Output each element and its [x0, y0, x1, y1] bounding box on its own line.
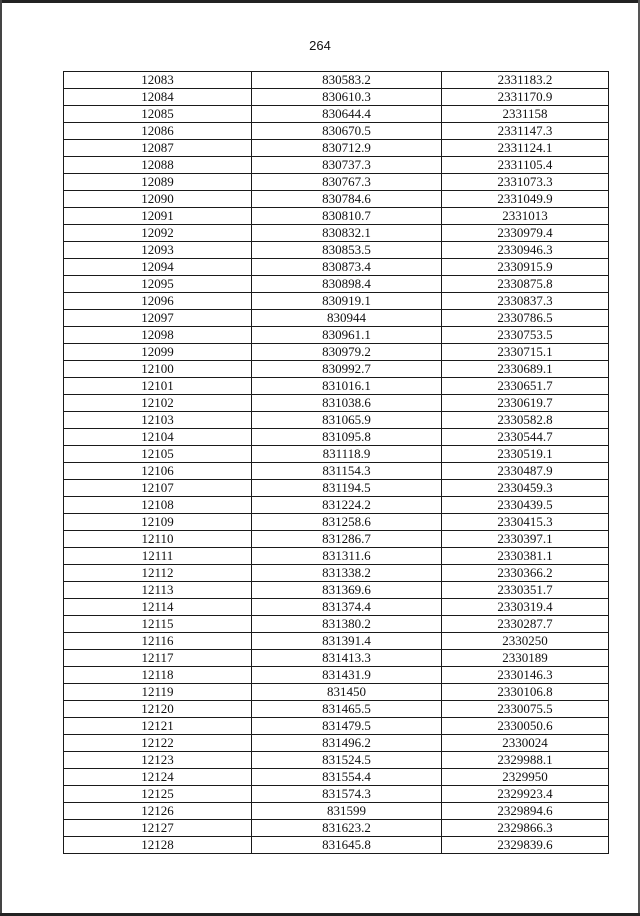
x-coordinate-cell: 831118.9 [252, 446, 442, 463]
x-coordinate-cell: 830610.3 [252, 89, 442, 106]
point-id-cell: 12085 [64, 106, 252, 123]
y-coordinate-cell: 2330415.3 [442, 514, 609, 531]
point-id-cell: 12093 [64, 242, 252, 259]
x-coordinate-cell: 830784.6 [252, 191, 442, 208]
point-id-cell: 12104 [64, 429, 252, 446]
point-id-cell: 12108 [64, 497, 252, 514]
point-id-cell: 12128 [64, 837, 252, 854]
y-coordinate-cell: 2331124.1 [442, 140, 609, 157]
x-coordinate-cell: 830712.9 [252, 140, 442, 157]
y-coordinate-cell: 2331158 [442, 106, 609, 123]
table-row [64, 837, 609, 854]
y-coordinate-cell: 2330875.8 [442, 276, 609, 293]
x-coordinate-cell: 831369.6 [252, 582, 442, 599]
table-row [64, 225, 609, 242]
x-coordinate-cell: 831065.9 [252, 412, 442, 429]
x-coordinate-cell: 831374.4 [252, 599, 442, 616]
x-coordinate-cell: 831224.2 [252, 497, 442, 514]
point-id-cell: 12112 [64, 565, 252, 582]
x-coordinate-cell: 830898.4 [252, 276, 442, 293]
point-id-cell: 12122 [64, 735, 252, 752]
x-coordinate-cell: 831450 [252, 684, 442, 701]
point-id-cell: 12097 [64, 310, 252, 327]
point-id-cell: 12116 [64, 633, 252, 650]
table-row [64, 769, 609, 786]
x-coordinate-cell: 830737.3 [252, 157, 442, 174]
table-row [64, 242, 609, 259]
point-id-cell: 12121 [64, 718, 252, 735]
coordinates-table [63, 71, 609, 854]
x-coordinate-cell: 831413.3 [252, 650, 442, 667]
point-id-cell: 12111 [64, 548, 252, 565]
y-coordinate-cell: 2330050.6 [442, 718, 609, 735]
point-id-cell: 12103 [64, 412, 252, 429]
y-coordinate-cell: 2330106.8 [442, 684, 609, 701]
table-row [64, 293, 609, 310]
y-coordinate-cell: 2331013 [442, 208, 609, 225]
x-coordinate-cell: 831038.6 [252, 395, 442, 412]
point-id-cell: 12120 [64, 701, 252, 718]
y-coordinate-cell: 2330753.5 [442, 327, 609, 344]
point-id-cell: 12102 [64, 395, 252, 412]
y-coordinate-cell: 2331147.3 [442, 123, 609, 140]
y-coordinate-cell: 2330582.8 [442, 412, 609, 429]
y-coordinate-cell: 2329866.3 [442, 820, 609, 837]
table-row [64, 446, 609, 463]
y-coordinate-cell: 2329988.1 [442, 752, 609, 769]
x-coordinate-cell: 830919.1 [252, 293, 442, 310]
y-coordinate-cell: 2330915.9 [442, 259, 609, 276]
x-coordinate-cell: 830961.1 [252, 327, 442, 344]
table-row [64, 174, 609, 191]
table-row [64, 463, 609, 480]
table-row [64, 684, 609, 701]
x-coordinate-cell: 831194.5 [252, 480, 442, 497]
point-id-cell: 12126 [64, 803, 252, 820]
x-coordinate-cell: 830644.4 [252, 106, 442, 123]
point-id-cell: 12113 [64, 582, 252, 599]
y-coordinate-cell: 2331170.9 [442, 89, 609, 106]
table-row [64, 191, 609, 208]
table-row [64, 650, 609, 667]
point-id-cell: 12100 [64, 361, 252, 378]
y-coordinate-cell: 2330619.7 [442, 395, 609, 412]
table-row [64, 429, 609, 446]
table-row [64, 208, 609, 225]
table-row [64, 378, 609, 395]
y-coordinate-cell: 2330381.1 [442, 548, 609, 565]
table-row [64, 531, 609, 548]
y-coordinate-cell: 2330544.7 [442, 429, 609, 446]
point-id-cell: 12087 [64, 140, 252, 157]
table-row [64, 310, 609, 327]
table-row [64, 752, 609, 769]
table-row [64, 565, 609, 582]
y-coordinate-cell: 2329894.6 [442, 803, 609, 820]
point-id-cell: 12091 [64, 208, 252, 225]
y-coordinate-cell: 2330651.7 [442, 378, 609, 395]
x-coordinate-cell: 830873.4 [252, 259, 442, 276]
page-border-top [0, 0, 640, 3]
x-coordinate-cell: 831496.2 [252, 735, 442, 752]
table-row [64, 786, 609, 803]
y-coordinate-cell: 2330946.3 [442, 242, 609, 259]
y-coordinate-cell: 2329923.4 [442, 786, 609, 803]
table-row [64, 718, 609, 735]
table-row [64, 106, 609, 123]
x-coordinate-cell: 831391.4 [252, 633, 442, 650]
table-row [64, 497, 609, 514]
x-coordinate-cell: 831338.2 [252, 565, 442, 582]
point-id-cell: 12098 [64, 327, 252, 344]
table-row [64, 599, 609, 616]
table-row [64, 480, 609, 497]
point-id-cell: 12092 [64, 225, 252, 242]
table-row [64, 633, 609, 650]
y-coordinate-cell: 2330979.4 [442, 225, 609, 242]
x-coordinate-cell: 831258.6 [252, 514, 442, 531]
table-row [64, 89, 609, 106]
table-row [64, 140, 609, 157]
y-coordinate-cell: 2330459.3 [442, 480, 609, 497]
table-row [64, 327, 609, 344]
point-id-cell: 12090 [64, 191, 252, 208]
point-id-cell: 12109 [64, 514, 252, 531]
x-coordinate-cell: 830992.7 [252, 361, 442, 378]
y-coordinate-cell: 2330689.1 [442, 361, 609, 378]
page-number: 264 [309, 38, 331, 53]
x-coordinate-cell: 830944 [252, 310, 442, 327]
y-coordinate-cell: 2330837.3 [442, 293, 609, 310]
y-coordinate-cell: 2330146.3 [442, 667, 609, 684]
x-coordinate-cell: 831154.3 [252, 463, 442, 480]
x-coordinate-cell: 831554.4 [252, 769, 442, 786]
table-row [64, 259, 609, 276]
x-coordinate-cell: 831645.8 [252, 837, 442, 854]
page-border-left [0, 0, 2, 916]
y-coordinate-cell: 2330075.5 [442, 701, 609, 718]
point-id-cell: 12107 [64, 480, 252, 497]
point-id-cell: 12118 [64, 667, 252, 684]
x-coordinate-cell: 830979.2 [252, 344, 442, 361]
point-id-cell: 12105 [64, 446, 252, 463]
x-coordinate-cell: 830853.5 [252, 242, 442, 259]
point-id-cell: 12083 [64, 72, 252, 89]
y-coordinate-cell: 2329839.6 [442, 837, 609, 854]
table-row [64, 820, 609, 837]
y-coordinate-cell: 2331073.3 [442, 174, 609, 191]
point-id-cell: 12096 [64, 293, 252, 310]
y-coordinate-cell: 2331183.2 [442, 72, 609, 89]
y-coordinate-cell: 2330397.1 [442, 531, 609, 548]
y-coordinate-cell: 2331049.9 [442, 191, 609, 208]
table-row [64, 276, 609, 293]
x-coordinate-cell: 831524.5 [252, 752, 442, 769]
x-coordinate-cell: 831286.7 [252, 531, 442, 548]
table-row [64, 701, 609, 718]
y-coordinate-cell: 2330319.4 [442, 599, 609, 616]
x-coordinate-cell: 831431.9 [252, 667, 442, 684]
point-id-cell: 12110 [64, 531, 252, 548]
x-coordinate-cell: 831465.5 [252, 701, 442, 718]
table-row [64, 361, 609, 378]
x-coordinate-cell: 831095.8 [252, 429, 442, 446]
point-id-cell: 12101 [64, 378, 252, 395]
y-coordinate-cell: 2330519.1 [442, 446, 609, 463]
point-id-cell: 12119 [64, 684, 252, 701]
table-row [64, 548, 609, 565]
x-coordinate-cell: 830583.2 [252, 72, 442, 89]
y-coordinate-cell: 2330250 [442, 633, 609, 650]
point-id-cell: 12095 [64, 276, 252, 293]
point-id-cell: 12115 [64, 616, 252, 633]
y-coordinate-cell: 2330351.7 [442, 582, 609, 599]
y-coordinate-cell: 2330487.9 [442, 463, 609, 480]
point-id-cell: 12117 [64, 650, 252, 667]
table-row [64, 616, 609, 633]
point-id-cell: 12088 [64, 157, 252, 174]
y-coordinate-cell: 2330024 [442, 735, 609, 752]
table-row [64, 157, 609, 174]
point-id-cell: 12125 [64, 786, 252, 803]
point-id-cell: 12086 [64, 123, 252, 140]
x-coordinate-cell: 831479.5 [252, 718, 442, 735]
table-row [64, 412, 609, 429]
table-row [64, 395, 609, 412]
y-coordinate-cell: 2330287.7 [442, 616, 609, 633]
table-row [64, 514, 609, 531]
x-coordinate-cell: 831599 [252, 803, 442, 820]
x-coordinate-cell: 831380.2 [252, 616, 442, 633]
y-coordinate-cell: 2331105.4 [442, 157, 609, 174]
y-coordinate-cell: 2330786.5 [442, 310, 609, 327]
table-row [64, 803, 609, 820]
point-id-cell: 12099 [64, 344, 252, 361]
point-id-cell: 12106 [64, 463, 252, 480]
point-id-cell: 12123 [64, 752, 252, 769]
x-coordinate-cell: 831623.2 [252, 820, 442, 837]
x-coordinate-cell: 830670.5 [252, 123, 442, 140]
point-id-cell: 12114 [64, 599, 252, 616]
point-id-cell: 12094 [64, 259, 252, 276]
x-coordinate-cell: 830767.3 [252, 174, 442, 191]
x-coordinate-cell: 831311.6 [252, 548, 442, 565]
x-coordinate-cell: 831574.3 [252, 786, 442, 803]
point-id-cell: 12127 [64, 820, 252, 837]
y-coordinate-cell: 2330366.2 [442, 565, 609, 582]
table-row [64, 667, 609, 684]
y-coordinate-cell: 2329950 [442, 769, 609, 786]
table-row [64, 735, 609, 752]
x-coordinate-cell: 830832.1 [252, 225, 442, 242]
x-coordinate-cell: 830810.7 [252, 208, 442, 225]
point-id-cell: 12124 [64, 769, 252, 786]
point-id-cell: 12089 [64, 174, 252, 191]
y-coordinate-cell: 2330189 [442, 650, 609, 667]
table-row [64, 344, 609, 361]
point-id-cell: 12084 [64, 89, 252, 106]
table-row [64, 123, 609, 140]
y-coordinate-cell: 2330439.5 [442, 497, 609, 514]
y-coordinate-cell: 2330715.1 [442, 344, 609, 361]
table-row [64, 72, 609, 89]
x-coordinate-cell: 831016.1 [252, 378, 442, 395]
coordinates-table-body [64, 72, 609, 854]
table-row [64, 582, 609, 599]
